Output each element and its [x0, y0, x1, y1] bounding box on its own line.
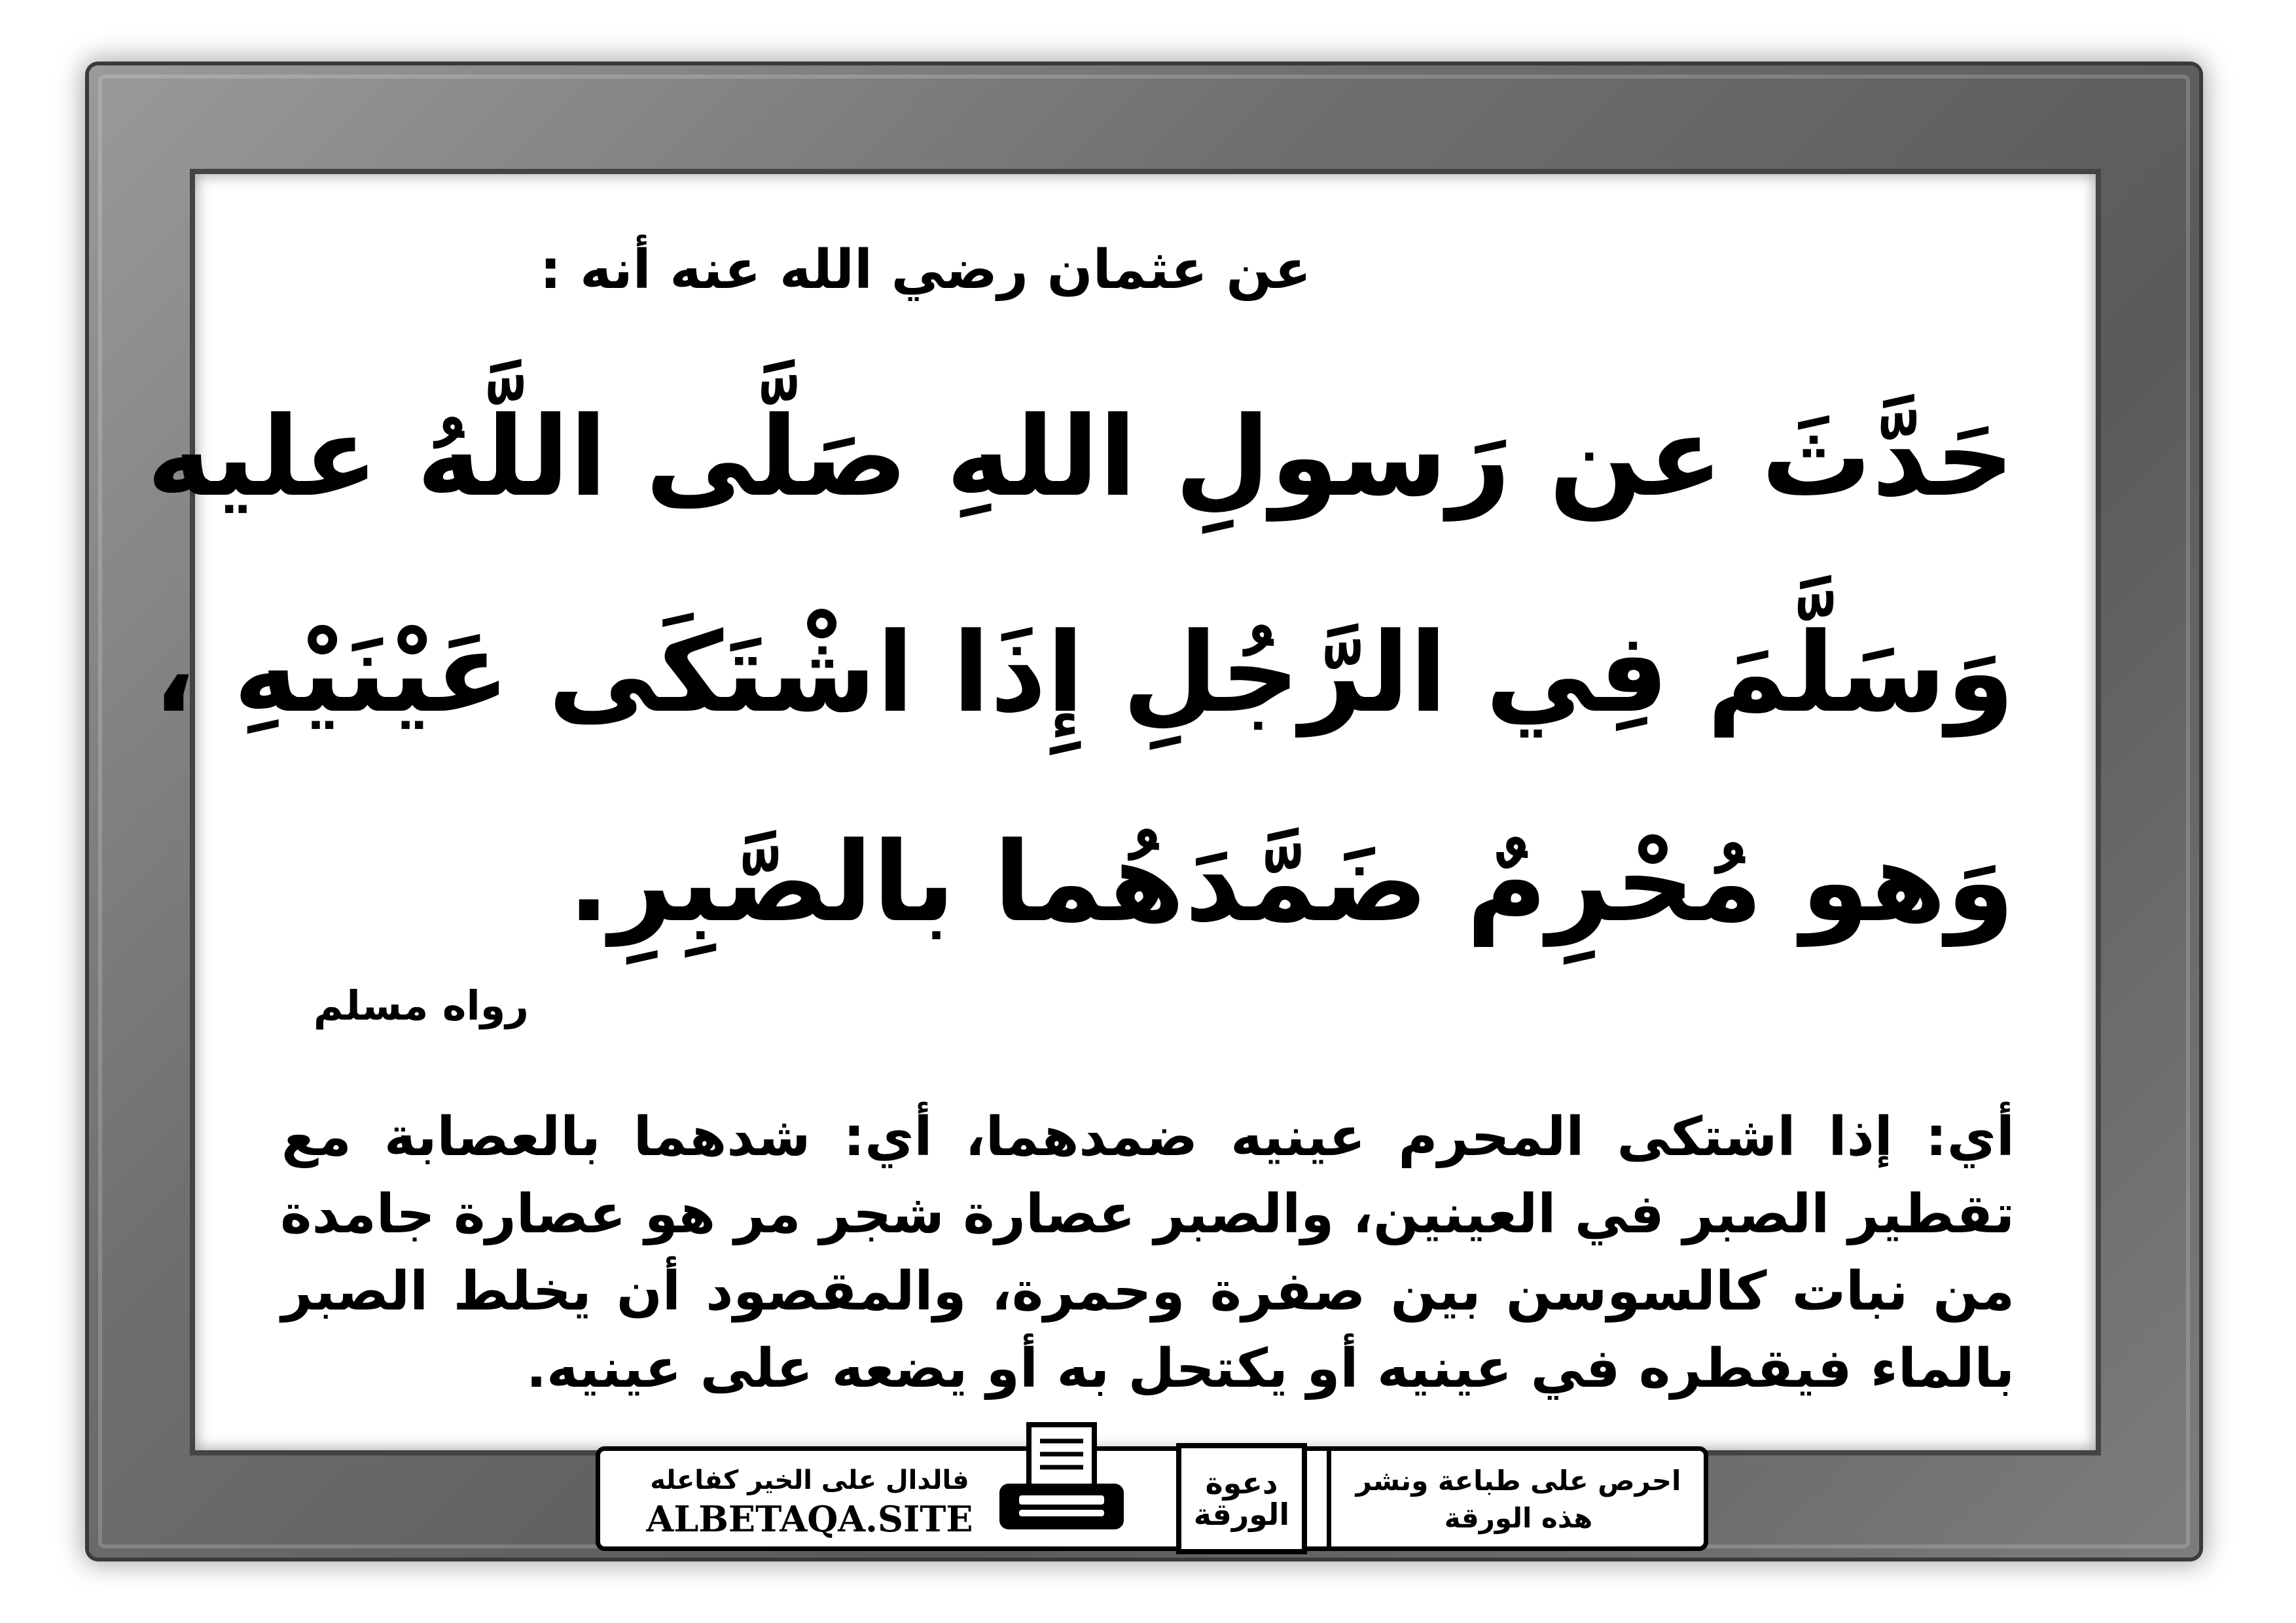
dawah-logo [1176, 1443, 1307, 1554]
site-url[interactable]: ALBETAQA.SITE [646, 1498, 973, 1540]
explanation-line-2: تقطير الصبر في العينين، والصبر عصارة شجر مر هو عصارة جامدة [280, 1183, 2015, 1245]
explanation-line-3: من نبات كالسوسن بين صفرة وحمرة، والمقصود أن يخلط الصبر [281, 1260, 2015, 1323]
logo-text: دعوة الورقة [1193, 1465, 1290, 1532]
intro-text: عن عثمان رضي الله عنه أنه : [539, 239, 1312, 301]
footer-divider [1327, 1451, 1331, 1546]
footer-print-note: احرص على طباعة ونشر هذه الورقة [1355, 1465, 1681, 1534]
footer-band [596, 1446, 1708, 1551]
explanation-line-1: أي: إذا اشتكى المحرم عينيه ضمدهما، أي: شدهما بالعصابة مع [281, 1106, 2015, 1168]
narrator-attribution: رواه مسلم [313, 982, 529, 1029]
printer-icon [993, 1412, 1130, 1549]
footer-slogan: فالدال على الخير كفاعله [650, 1465, 969, 1495]
footer-site-block [600, 1451, 1019, 1546]
hadith-line-2: وَسَلَّمَ فِي الرَّجُلِ إِذَا اشْتَكَى عَيْنَيْهِ ، [153, 609, 2015, 737]
explanation-line-4: بالماء فيقطره في عينيه أو يكتحل به أو يضعه على عينيه. [526, 1338, 2015, 1400]
hadith-line-3: وَهو مُحْرِمٌ ضَمَّدَهُما بالصَّبِرِ. [567, 818, 2015, 946]
hadith-line-1: حَدَّثَ عن رَسولِ اللهِ صَلَّى اللَّهُ عليه [147, 393, 2015, 521]
